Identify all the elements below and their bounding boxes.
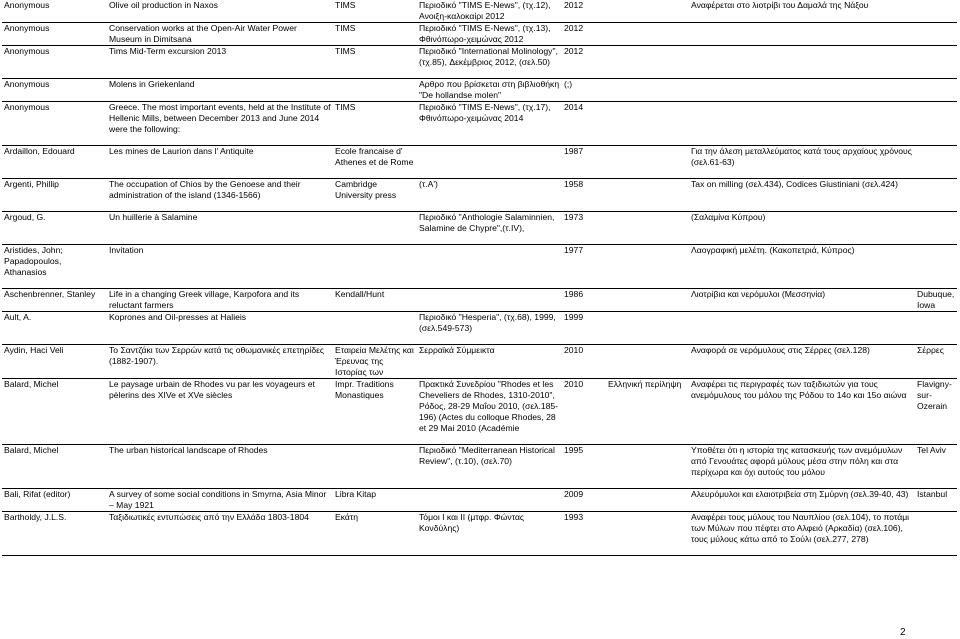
publisher-cell: Εκάτη	[333, 512, 417, 556]
table-row	[2, 445, 957, 489]
note-cell	[606, 0, 689, 23]
author-cell: Aristides, John; Papadopoulos, Athanasios	[2, 245, 107, 289]
publisher-cell: Cambridge University press	[333, 179, 417, 212]
place-cell: Tel Aviv	[915, 445, 957, 489]
year-cell: 2012	[562, 46, 606, 79]
title-cell: Molens in Griekenland	[107, 79, 333, 102]
publisher-cell: Ecole francaise d' Athenes et de Rome	[333, 146, 417, 179]
source-cell: Αρθρο που βρίσκεται στη βιβλιοθήκη "De hollandse molen"	[417, 79, 562, 102]
note-cell	[606, 102, 689, 146]
description-cell: Αναφορά σε νερόμυλους στις Σέρρες (σελ.128)	[689, 345, 915, 379]
year-cell: 1995	[562, 445, 606, 489]
year-cell: 2012	[562, 23, 606, 46]
publisher-cell: TIMS	[333, 102, 417, 146]
year-cell: 1958	[562, 179, 606, 212]
description-cell	[689, 312, 915, 345]
place-cell	[915, 46, 957, 79]
description-cell: Αναφέρεται στο λιοτρίβι του Δαμαλά της Νάξου	[689, 0, 915, 23]
note-cell	[606, 312, 689, 345]
source-cell: Περιοδικό "TIMS E-News", (τχ.13), Φθινόπωρο-χειμώνας 2012	[417, 23, 562, 46]
author-cell: Argenti, Phillip	[2, 179, 107, 212]
publisher-cell	[333, 445, 417, 489]
publisher-cell: Kendall/Hunt	[333, 289, 417, 312]
publisher-cell: TIMS	[333, 23, 417, 46]
author-cell: Anonymous	[2, 79, 107, 102]
description-cell: Λαογραφική μελέτη. (Κακοπετριά, Κύπρος)	[689, 245, 915, 289]
description-cell	[689, 23, 915, 46]
author-cell: Anonymous	[2, 0, 107, 23]
author-cell: Anonymous	[2, 23, 107, 46]
title-cell: Tims Mid-Term excursion 2013	[107, 46, 333, 79]
source-cell: Περιοδικό "Mediterranean Historical Review", (τ.10), (σελ.70)	[417, 445, 562, 489]
description-cell	[689, 79, 915, 102]
publisher-cell: Libra Kitap	[333, 489, 417, 512]
source-cell	[417, 289, 562, 312]
bibliography-table	[2, 0, 957, 556]
title-cell: Invitation	[107, 245, 333, 289]
description-cell: Αναφέρει τις περιγραφές των ταξιδιωτών για τους ανεμόμυλους του μόλου της Ρόδου το 14ο και 15ο αιώνα	[689, 379, 915, 445]
description-cell: Για την άλεση μεταλλεύματος κατά τους αρχαίους χρόνους (σελ.61-63)	[689, 146, 915, 179]
table-row	[2, 102, 957, 146]
table-row	[2, 289, 957, 312]
table-row	[2, 146, 957, 179]
title-cell: Les mines de Laurion dans l' Antiquite	[107, 146, 333, 179]
year-cell: 1986	[562, 289, 606, 312]
description-cell: Tax on milling (σελ.434), Codices Giustiniani (σελ.424)	[689, 179, 915, 212]
author-cell: Ault, A.	[2, 312, 107, 345]
description-cell	[689, 102, 915, 146]
publisher-cell	[333, 79, 417, 102]
title-cell: Un huillerie à Salamine	[107, 212, 333, 245]
place-cell	[915, 79, 957, 102]
table-row	[2, 245, 957, 289]
title-cell: Greece. The most important events, held at the Institute of Hellenic Mills, between December 2013 and June 2014 were the following:	[107, 102, 333, 146]
table-row	[2, 489, 957, 512]
note-cell	[606, 345, 689, 379]
year-cell: 1999	[562, 312, 606, 345]
place-cell	[915, 102, 957, 146]
source-cell: Περιοδικό "Hesperia", (τχ.68), 1999, (σελ.549-573)	[417, 312, 562, 345]
description-cell: Αλευρόμυλοι και ελαιοτριβεία στη Σμύρνη (σελ.39-40, 43)	[689, 489, 915, 512]
source-cell: Περιοδικό "International Molinology", (τχ.85), Δεκέμβριος 2012, (σελ.50)	[417, 46, 562, 79]
year-cell: 2009	[562, 489, 606, 512]
author-cell: Argoud, G.	[2, 212, 107, 245]
title-cell: Ταξιδιωτικές εντυπώσεις από την Ελλάδα 1803-1804	[107, 512, 333, 556]
description-cell: Λιοτρίβια και νερόμυλοι (Μεσσηνία)	[689, 289, 915, 312]
title-cell: A survey of some social conditions in Smyrna, Asia Minor – May 1921	[107, 489, 333, 512]
year-cell: 1973	[562, 212, 606, 245]
place-cell	[915, 245, 957, 289]
year-cell: 2014	[562, 102, 606, 146]
table-row	[2, 212, 957, 245]
place-cell	[915, 312, 957, 345]
publisher-cell	[333, 312, 417, 345]
source-cell: Πρακτικά Συνεδρίου "Rhodes et les Cheveliers de Rhodes, 1310-2010", Ρόδος, 28-29 Μαΐου 2010, (σελ.185-196) (Actes du colloque Rhodes, 28 et 29 Mai 2010 (Académie	[417, 379, 562, 445]
place-cell	[915, 23, 957, 46]
author-cell: Bali, Rifat (editor)	[2, 489, 107, 512]
title-cell: Olive oil production in Naxos	[107, 0, 333, 23]
title-cell: The occupation of Chios by the Genoese and their administration of the island (1346-1566)	[107, 179, 333, 212]
author-cell: Bartholdy, J.L.S.	[2, 512, 107, 556]
description-cell: (Σαλαμίνα Κύπρου)	[689, 212, 915, 245]
note-cell	[606, 212, 689, 245]
description-cell: Αναφέρει τους μύλους του Ναυπλίου (σελ.104), το ποτάμι των Μύλων που πέφτει στο Αλφειό (Αρκαδία) (σελ.106), τους μύλους κάτω από το Σούλι (σελ.277, 278)	[689, 512, 915, 556]
title-cell: Le paysage urbain de Rhodes vu par les voyageurs et pèlerins des XIVe et XVe siècles	[107, 379, 333, 445]
year-cell: 2010	[562, 345, 606, 379]
publisher-cell: TIMS	[333, 46, 417, 79]
source-cell: Τόμοι Ι και ΙΙ (μτφρ. Φώντας Κονδύλης)	[417, 512, 562, 556]
year-cell: 2010	[562, 379, 606, 445]
table-row	[2, 345, 957, 379]
page-number: 2	[900, 627, 906, 638]
publisher-cell	[333, 212, 417, 245]
author-cell: Balard, Michel	[2, 379, 107, 445]
title-cell: The urban historical landscape of Rhodes	[107, 445, 333, 489]
publisher-cell: Impr. Traditions Monastiques	[333, 379, 417, 445]
note-cell	[606, 46, 689, 79]
source-cell: Σερραϊκά Σύμμεικτα	[417, 345, 562, 379]
table-row	[2, 0, 957, 23]
table-row	[2, 79, 957, 102]
year-cell: 1993	[562, 512, 606, 556]
source-cell: Περιοδικό "TIMS E-News", (τχ.17), Φθινόπωρο-χειμώνας 2014	[417, 102, 562, 146]
source-cell: Περιοδικό "TIMS E-News", (τχ.12), Ανοιξη-καλοκαίρι 2012	[417, 0, 562, 23]
table-row	[2, 512, 957, 556]
place-cell	[915, 212, 957, 245]
place-cell	[915, 179, 957, 212]
source-cell	[417, 245, 562, 289]
place-cell: Istanbul	[915, 489, 957, 512]
note-cell	[606, 445, 689, 489]
year-cell: (;)	[562, 79, 606, 102]
note-cell	[606, 23, 689, 46]
place-cell: Σέρρες	[915, 345, 957, 379]
table-row	[2, 23, 957, 46]
table-row	[2, 379, 957, 445]
source-cell: (τ.Α')	[417, 179, 562, 212]
year-cell: 2012	[562, 0, 606, 23]
note-cell	[606, 179, 689, 212]
note-cell	[606, 79, 689, 102]
title-cell: Life in a changing Greek village, Karpofora and its reluctant farmers	[107, 289, 333, 312]
year-cell: 1987	[562, 146, 606, 179]
note-cell	[606, 289, 689, 312]
description-cell: Υποθέτει ότι η ιστορία της κατασκευής των ανεμόμυλων από Γενουάτες αφορά μύλους μέσα στην πόλη και στα περίχωρα και όχι αυτούς του μόλου	[689, 445, 915, 489]
author-cell: Ardaillon, Edouard	[2, 146, 107, 179]
place-cell	[915, 0, 957, 23]
source-cell	[417, 489, 562, 512]
author-cell: Anonymous	[2, 102, 107, 146]
place-cell	[915, 512, 957, 556]
note-cell	[606, 489, 689, 512]
place-cell	[915, 146, 957, 179]
place-cell: Dubuque, Iowa	[915, 289, 957, 312]
author-cell: Anonymous	[2, 46, 107, 79]
title-cell: Conservation works at the Open-Air Water Power Museum in Dimitsana	[107, 23, 333, 46]
place-cell: Flavigny-sur-Ozerain	[915, 379, 957, 445]
table-row	[2, 312, 957, 345]
note-cell	[606, 245, 689, 289]
source-cell: Περιοδικό "Anthologie Salaminnien, Salamine de Chypre",(τ.IV),	[417, 212, 562, 245]
description-cell	[689, 46, 915, 79]
publisher-cell: Εταιρεία Μελέτης και Έρευνας της Ιστορίας των	[333, 345, 417, 379]
year-cell: 1977	[562, 245, 606, 289]
title-cell: Το Σαντζάκι των Σερρών κατά τις οθωμανικές επετηρίδες (1882-1907).	[107, 345, 333, 379]
publisher-cell: TIMS	[333, 0, 417, 23]
note-cell: Ελληνική περίληψη	[606, 379, 689, 445]
author-cell: Aydin, Haci Veli	[2, 345, 107, 379]
publisher-cell	[333, 245, 417, 289]
table-row	[2, 179, 957, 212]
table-row	[2, 46, 957, 79]
note-cell	[606, 512, 689, 556]
author-cell: Aschenbrenner, Stanley	[2, 289, 107, 312]
source-cell	[417, 146, 562, 179]
author-cell: Balard, Michel	[2, 445, 107, 489]
title-cell: Koprones and Oil-presses at Halieis	[107, 312, 333, 345]
note-cell	[606, 146, 689, 179]
